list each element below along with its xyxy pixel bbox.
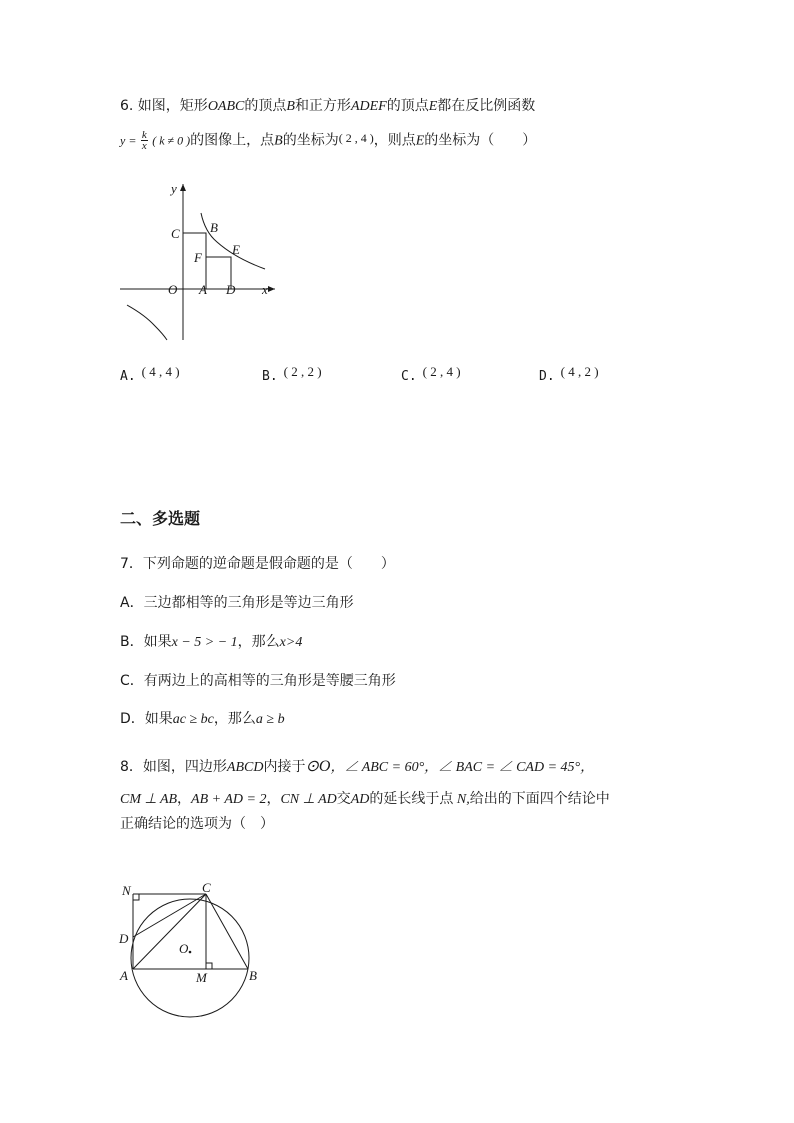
label-c: C bbox=[171, 226, 180, 241]
q8-text: ， bbox=[266, 791, 281, 807]
label-c: C bbox=[202, 880, 211, 895]
x-axis-arrow bbox=[268, 286, 275, 292]
q6-point-b: B bbox=[274, 133, 283, 149]
q7-text: ，那么 bbox=[237, 634, 280, 650]
q6-text: 的图像上，点 bbox=[190, 132, 275, 149]
q8-stem-line3: 正确结论的选项为（ ） bbox=[120, 816, 274, 832]
option-letter: B. bbox=[262, 369, 278, 384]
label-d: D bbox=[119, 931, 129, 946]
q8-text: 的延长线于点 bbox=[369, 791, 454, 807]
q7-option-c[interactable]: C．有两边上的高相等的三角形是等腰三角形 bbox=[120, 673, 396, 689]
q6-point-b: B bbox=[286, 99, 295, 114]
option-letter: A. bbox=[120, 369, 136, 384]
q8-math: AB + AD = 2 bbox=[191, 792, 267, 807]
q7-stem: 7．下列命题的逆命题是假命题的是（ ） bbox=[120, 556, 395, 572]
label-a: A bbox=[120, 968, 128, 983]
q6-func-cond: ( k ≠ 0 ) bbox=[152, 133, 191, 148]
option-letter: C. bbox=[401, 369, 417, 384]
q8-math: N, bbox=[453, 792, 470, 807]
q8-math: CM ⊥ AB bbox=[120, 792, 178, 807]
segment-bc bbox=[206, 894, 248, 969]
q6-text: 的顶点 bbox=[244, 98, 287, 114]
q6-coord-b: ( 2 , 4 ) bbox=[338, 130, 374, 145]
q6-option-a[interactable] bbox=[120, 364, 180, 384]
option-value: ( 2 , 2 ) bbox=[283, 364, 322, 379]
q6-option-c[interactable] bbox=[401, 364, 461, 384]
q7-option-a[interactable]: A．三边都相等的三角形是等边三角形 bbox=[120, 595, 354, 611]
q7-math: x − 5 > − 1 bbox=[171, 635, 238, 650]
label-n: N bbox=[122, 883, 131, 898]
q6-option-b[interactable] bbox=[262, 364, 322, 384]
q7-math: a ≥ b bbox=[255, 712, 285, 727]
center-dot bbox=[189, 951, 192, 954]
q6-frac-den: x bbox=[141, 140, 147, 152]
q6-text: 的坐标为 bbox=[282, 132, 339, 149]
q8-math: CN ⊥ AD bbox=[280, 792, 337, 807]
label-y: y bbox=[171, 181, 177, 196]
label-f: F bbox=[194, 250, 202, 265]
q6-point-e: E bbox=[428, 99, 438, 114]
q7-option-d[interactable] bbox=[120, 709, 285, 730]
q8-math: ABCD bbox=[226, 760, 264, 775]
q6-point-e: E bbox=[415, 133, 425, 149]
q8-stem-line2 bbox=[120, 789, 610, 810]
q8-text: 8．如图，四边形 bbox=[120, 759, 227, 775]
q6-text: 的顶点 bbox=[386, 98, 429, 114]
option-value: ( 4 , 4 ) bbox=[141, 364, 180, 379]
circle-o bbox=[131, 899, 249, 1017]
q6-rect-name: OABC bbox=[207, 99, 245, 114]
q8-math: AD bbox=[350, 792, 370, 807]
q6-text: 和正方形 bbox=[294, 98, 351, 114]
option-value: ( 2 , 4 ) bbox=[422, 364, 461, 379]
segment-dc bbox=[133, 894, 206, 937]
q6-text: 都在反比例函数 bbox=[437, 98, 536, 114]
option-value: ( 4 , 2 ) bbox=[560, 364, 599, 379]
label-m: M bbox=[196, 970, 207, 985]
q7-text: ，那么 bbox=[213, 711, 256, 727]
q6-fraction bbox=[141, 130, 148, 151]
q8-stem-line1 bbox=[120, 757, 594, 778]
label-e: E bbox=[232, 242, 240, 257]
q8-text: 给出的下面四个结论中 bbox=[469, 791, 610, 807]
q6-text: 6. 如图，矩形 bbox=[120, 98, 208, 114]
q6-figure bbox=[115, 178, 285, 346]
segment-ac bbox=[133, 894, 206, 969]
label-o: O bbox=[179, 941, 189, 956]
q7-math: x>4 bbox=[279, 635, 303, 650]
q8-figure bbox=[115, 878, 275, 1020]
q6-stem-line2 bbox=[120, 130, 536, 152]
q7-text: B．如果 bbox=[120, 634, 172, 650]
q6-option-d[interactable] bbox=[539, 364, 599, 384]
y-axis-arrow bbox=[180, 184, 186, 191]
q6-text: ，则点 bbox=[373, 132, 416, 149]
label-b: B bbox=[249, 968, 257, 983]
label-d: D bbox=[226, 282, 236, 297]
q7-text: D．如果 bbox=[120, 711, 173, 727]
label-o: O bbox=[168, 282, 178, 297]
q8-circle-symbol: ⊙O bbox=[305, 758, 331, 775]
option-letter: D. bbox=[539, 369, 555, 384]
label-b: B bbox=[210, 220, 218, 235]
q7-option-b[interactable] bbox=[120, 632, 302, 653]
q8-text: 内接于 bbox=[263, 759, 306, 775]
q8-text: ， bbox=[177, 791, 192, 807]
q8-text: 交 bbox=[336, 791, 351, 807]
label-x: x bbox=[262, 282, 268, 297]
q6-text: 的坐标为（ ） bbox=[424, 132, 537, 149]
q6-stem-line1 bbox=[120, 96, 535, 117]
right-angle-n bbox=[133, 894, 139, 900]
q6-frac-num: k bbox=[141, 129, 147, 141]
hyperbola-branch-3 bbox=[127, 305, 167, 340]
q7-math: ac ≥ bc bbox=[172, 712, 214, 727]
label-a: A bbox=[199, 282, 207, 297]
q6-func-y: y = bbox=[120, 133, 137, 148]
q8-math: ，∠ ABC = 60°，∠ BAC = ∠ CAD = 45°， bbox=[330, 760, 595, 775]
section-heading: 二、多选题 bbox=[120, 509, 201, 528]
right-angle-m bbox=[206, 963, 212, 969]
q6-square-name: ADEF bbox=[350, 99, 387, 114]
